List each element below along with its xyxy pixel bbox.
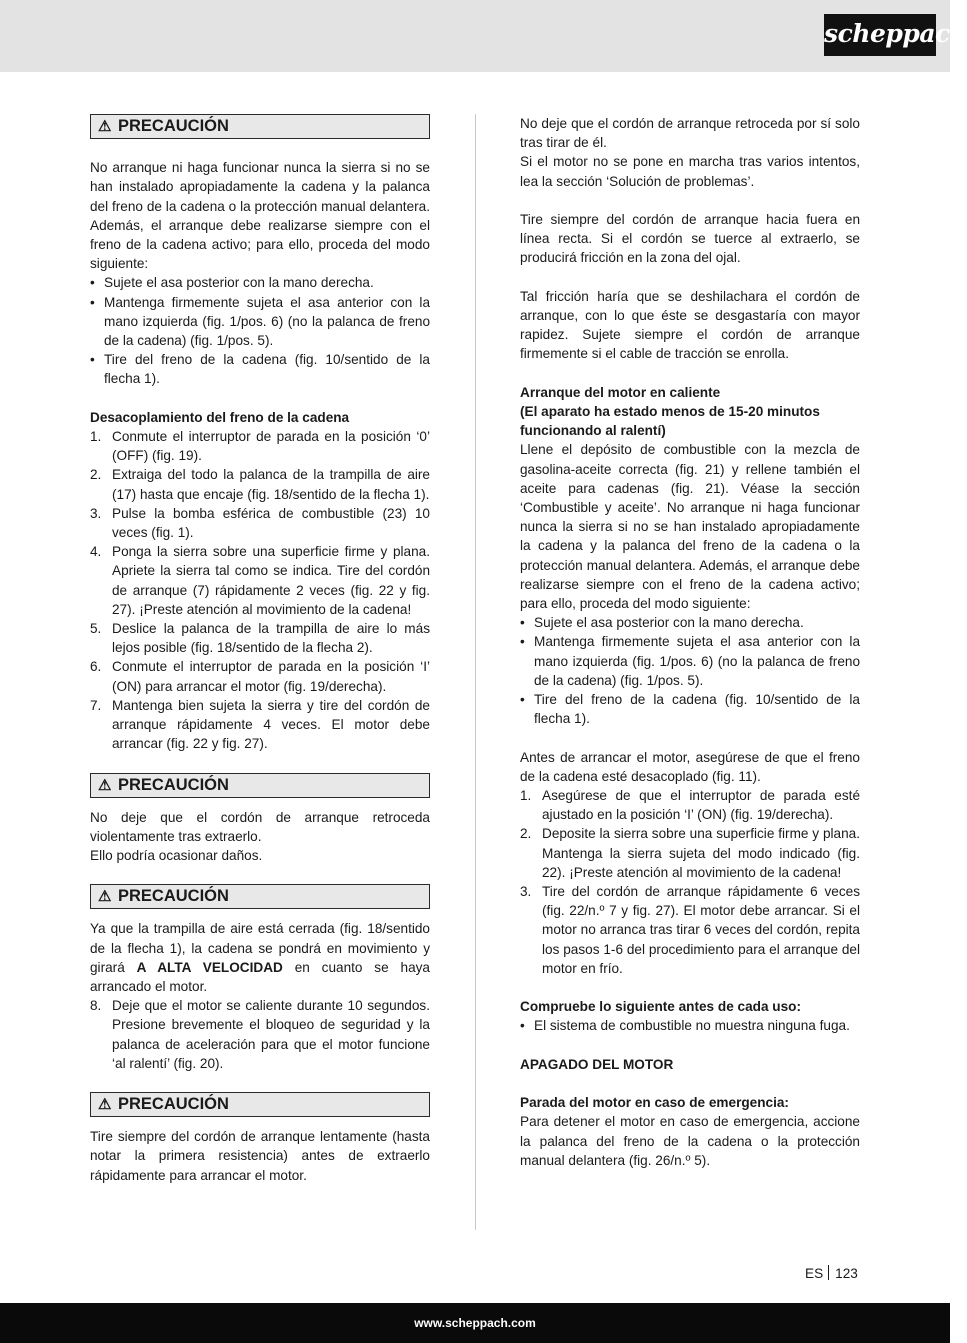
warning-triangle-icon: ⚠ bbox=[98, 888, 112, 906]
caution-label: PRECAUCIÓN bbox=[118, 1095, 229, 1114]
paragraph: Antes de arrancar el motor, asegúrese de que el freno de la cadena esté desacoplado (fig. 11). bbox=[520, 749, 860, 784]
left-column bbox=[90, 114, 430, 1185]
header-bar bbox=[0, 0, 967, 72]
caution-label: PRECAUCIÓN bbox=[118, 775, 229, 794]
right-column bbox=[520, 114, 860, 1170]
caution-box bbox=[90, 773, 430, 798]
step-item: 4. Ponga la sierra sobre una superficie firme y plana. Apriete la sierra tal como se indica. Tire del cordón de arranque (7) rápidamente 2 veces (fig. 22 y fig. 27). ¡Preste atención al movimiento de la cadena! bbox=[90, 544, 430, 617]
step-item: 6. Conmute el interruptor de parada en la posición ‘I’ (ON) para arrancar el motor (fig. 19/derecha). bbox=[90, 659, 430, 694]
paragraph: Para detener el motor en caso de emergencia, accione la palanca del freno de la cadena o la protección manual delantera (fig. 26/n.º 5). bbox=[520, 1114, 860, 1168]
section-heading: Desacoplamiento del freno de la cadena bbox=[90, 409, 350, 425]
section-heading: Compruebe lo siguiente antes de cada uso: bbox=[520, 999, 801, 1015]
list-item: • Sujete el asa posterior con la mano derecha. bbox=[520, 615, 804, 631]
caution-box bbox=[90, 1092, 430, 1117]
paragraph: Si el motor no se pone en marcha tras varios intentos, lea la sección ‘Solución de problemas’. bbox=[520, 154, 860, 189]
warning-triangle-icon: ⚠ bbox=[98, 1096, 112, 1114]
paragraph: Tal fricción haría que se deshilachara el cordón de arranque, con lo que éste se desgastaría con mayor rapidez. Sujete siempre el cordón de arranque firmemente si el cable de tracción se enrolla. bbox=[520, 288, 860, 362]
step-item: 3. Tire del cordón de arranque rápidamente 6 veces (fig. 22/n.º 7 y fig. 27). El motor debe arrancar. Si el motor no arranca tras tirar 6 veces del cordón, repita los pasos 1-6 del procedimiento para el arranque del motor en frío. bbox=[520, 884, 860, 976]
list-item: • Mantenga firmemente sujeta el asa anterior con la mano izquierda (fig. 1/pos. 6) (no la palanca de freno de la cadena) (fig. 1/pos. 5). bbox=[90, 294, 430, 349]
paragraph: Ya que la trampilla de aire está cerrada (fig. 18/sentido de la flecha 1), la cadena se pondrá en movimiento y girará A ALTA VELOCIDAD en cuanto se haya arrancado el motor. bbox=[90, 921, 430, 995]
footer-bar bbox=[0, 1303, 950, 1343]
step-item: 8. Deje que el motor se caliente durante 10 segundos. Presione brevemente el bloqueo de seguridad y la palanca de aceleración para que el motor funcione ‘al ralentí’ (fig. 20). bbox=[90, 998, 430, 1071]
paragraph: No arranque ni haga funcionar nunca la sierra si no se han instalado apropiadamente la cadena y la palanca del freno de la cadena o la protección manual delantera. Además, el arranque debe realizarse siempre con el freno de la cadena activo; para ello, proceda del modo siguiente: bbox=[90, 160, 430, 272]
paragraph: Llene el depósito de combustible con la mezcla de gasolina-aceite correcta (fig. 21) y rellene también el aceite para cadenas (fig. 21). Véase la sección ‘Combustible y aceite’. No arranque ni haga funcionar nunca la sierra si no se han instalado apropiadamente la cadena y la palanca del freno de la cadena o la protección manual delantera. Además, el arranque debe realizarse siempre con el freno de la cadena activo; para ello, proceda del modo siguiente: bbox=[520, 442, 860, 612]
step-item: 3. Pulse la bomba esférica de combustible (23) 10 veces (fig. 1). bbox=[90, 505, 430, 541]
caution-box bbox=[90, 884, 430, 909]
section-heading: Arranque del motor en caliente bbox=[520, 384, 721, 400]
paragraph: No deje que el cordón de arranque retroceda por sí solo tras tirar de él. bbox=[520, 116, 860, 151]
step-item: 1. Conmute el interruptor de parada en la posición ‘0’ (OFF) (fig. 19). bbox=[90, 429, 430, 464]
step-item: 7. Mantenga bien sujeta la sierra y tire del cordón de arranque rápidamente 4 veces. El motor debe arrancar (fig. 22 y fig. 27). bbox=[90, 697, 430, 752]
page-number-separator bbox=[828, 1265, 829, 1280]
page-number-value: 123 bbox=[835, 1266, 858, 1281]
section-heading: APAGADO DEL MOTOR bbox=[520, 1056, 674, 1072]
paragraph: Ello podría ocasionar daños. bbox=[90, 848, 263, 864]
step-item: 5. Deslice la palanca de la trampilla de aire lo más lejos posible (fig. 18/sentido de la flecha 2). bbox=[90, 621, 430, 656]
paragraph: Tire siempre del cordón de arranque hacia fuera en línea recta. Si el cordón se tuerce al extraerlo, se producirá fricción en la zona del ojal. bbox=[520, 212, 860, 266]
list-item: • Sujete el asa posterior con la mano derecha. bbox=[90, 275, 374, 291]
paragraph: No deje que el cordón de arranque retroceda violentamente tras extraerlo. bbox=[90, 809, 430, 844]
caution-box bbox=[90, 114, 430, 139]
step-item: 1. Asegúrese de que el interruptor de parada esté ajustado en la posición ‘I’ (ON) (fig. 19/derecha). bbox=[520, 788, 860, 823]
section-heading: Parada del motor en caso de emergencia: bbox=[520, 1095, 789, 1111]
page-number bbox=[805, 1264, 858, 1283]
step-item: 2. Extraiga del todo la palanca de la trampilla de aire (17) hasta que encaje (fig. 18/sentido de la flecha 1). bbox=[90, 467, 430, 502]
caution-label: PRECAUCIÓN bbox=[118, 887, 229, 906]
language-code: ES bbox=[805, 1266, 824, 1281]
column-divider bbox=[475, 114, 476, 1230]
step-item: 2. Deposite la sierra sobre una superficie firme y plana. Mantenga la sierra sujeta del modo indicado (fig. 22). ¡Preste atención al movimiento de la cadena! bbox=[520, 826, 860, 880]
list-item: • El sistema de combustible no muestra ninguna fuga. bbox=[520, 1018, 850, 1034]
warning-triangle-icon: ⚠ bbox=[98, 776, 112, 794]
list-item: • Tire del freno de la cadena (fig. 10/sentido de la flecha 1). bbox=[520, 692, 860, 727]
brand-logo: scheppach bbox=[824, 14, 936, 56]
list-item: • Tire del freno de la cadena (fig. 10/sentido de la flecha 1). bbox=[90, 352, 430, 387]
warning-triangle-icon: ⚠ bbox=[98, 118, 112, 135]
section-subheading: (El aparato ha estado menos de 15-20 minutos funcionando al ralentí) bbox=[520, 404, 820, 439]
paragraph: Tire siempre del cordón de arranque lentamente (hasta notar la primera resistencia) antes de extraerlo rápidamente para arrancar el motor. bbox=[90, 1129, 430, 1183]
footer-url[interactable]: www.scheppach.com bbox=[414, 1316, 536, 1330]
list-item: • Mantenga firmemente sujeta el asa anterior con la mano izquierda (fig. 1/pos. 6) (no la palanca de freno de la cadena) (fig. 1/pos. 5). bbox=[520, 634, 860, 688]
caution-label: PRECAUCIÓN bbox=[118, 117, 229, 135]
